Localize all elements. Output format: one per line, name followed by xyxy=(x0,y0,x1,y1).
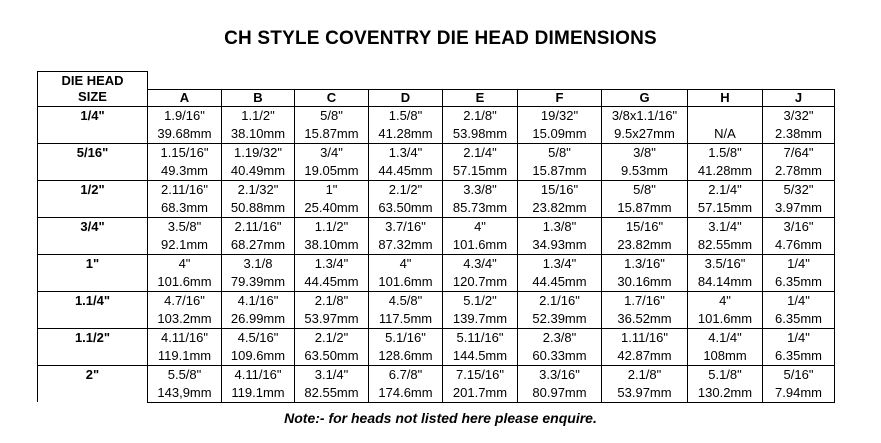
imperial-value: 5.1/2" xyxy=(443,291,518,310)
metric-value: 7.94mm xyxy=(763,384,835,403)
metric-value: 144.5mm xyxy=(443,347,518,366)
metric-value: N/A xyxy=(688,125,763,144)
metric-value: 84.14mm xyxy=(688,273,763,292)
metric-value: 109.6mm xyxy=(222,347,295,366)
imperial-value: 3.7/16" xyxy=(369,217,443,236)
table-row xyxy=(38,162,835,181)
metric-value: 143,9mm xyxy=(148,384,222,403)
table-row xyxy=(38,106,835,125)
imperial-value: 1.5/8" xyxy=(369,106,443,125)
table-row xyxy=(38,384,835,403)
imperial-value: 1.3/4" xyxy=(369,143,443,162)
metric-value: 174.6mm xyxy=(369,384,443,403)
imperial-value: 1.3/4" xyxy=(295,254,369,273)
imperial-value: 2.1/2" xyxy=(369,180,443,199)
imperial-value: 2.1/4" xyxy=(443,143,518,162)
imperial-value: 7/64" xyxy=(763,143,835,162)
metric-value: 101.6mm xyxy=(688,310,763,329)
table-row xyxy=(38,254,835,273)
imperial-value: 1.7/16" xyxy=(602,291,688,310)
imperial-value: 15/16" xyxy=(602,217,688,236)
metric-value: 38.10mm xyxy=(222,125,295,144)
imperial-value: 4.3/4" xyxy=(443,254,518,273)
size-header-line1: DIE HEAD xyxy=(61,72,124,88)
table-row xyxy=(38,180,835,199)
imperial-value: 5/8" xyxy=(602,180,688,199)
metric-value: 53.97mm xyxy=(295,310,369,329)
imperial-value: 2.1/8" xyxy=(443,106,518,125)
metric-value: 50.88mm xyxy=(222,199,295,218)
imperial-value: 1/4" xyxy=(763,254,835,273)
header-spacer xyxy=(148,72,835,90)
die-head-size: 1/4" xyxy=(38,106,148,143)
die-head-size: 1.1/4" xyxy=(38,291,148,328)
size-header xyxy=(38,72,148,107)
metric-value: 15.87mm xyxy=(295,125,369,144)
metric-value: 4.76mm xyxy=(763,236,835,255)
column-header-e: E xyxy=(443,89,518,106)
page-title: CH STYLE COVENTRY DIE HEAD DIMENSIONS xyxy=(224,28,657,49)
size-header-line2: SIZE xyxy=(78,88,107,104)
metric-value: 101.6mm xyxy=(369,273,443,292)
metric-value: 30.16mm xyxy=(602,273,688,292)
imperial-value: 2.1/16" xyxy=(518,291,602,310)
imperial-value: 3/16" xyxy=(763,217,835,236)
metric-value: 44.45mm xyxy=(518,273,602,292)
imperial-value: 2.11/16" xyxy=(148,180,222,199)
table-row xyxy=(38,365,835,384)
imperial-value: 2.1/32" xyxy=(222,180,295,199)
table-row xyxy=(38,236,835,255)
imperial-value: 3/4" xyxy=(295,143,369,162)
imperial-value: 5.5/8" xyxy=(148,365,222,384)
imperial-value: 4.1/4" xyxy=(688,328,763,347)
imperial-value: 5/16" xyxy=(763,365,835,384)
die-head-size: 1.1/2" xyxy=(38,328,148,365)
imperial-value: 2.3/8" xyxy=(518,328,602,347)
metric-value: 6.35mm xyxy=(763,347,835,366)
imperial-value: 4" xyxy=(688,291,763,310)
imperial-value: 1.9/16" xyxy=(148,106,222,125)
metric-value: 39.68mm xyxy=(148,125,222,144)
imperial-value: 2.11/16" xyxy=(222,217,295,236)
metric-value: 38.10mm xyxy=(295,236,369,255)
imperial-value: 1.1/2" xyxy=(295,217,369,236)
metric-value: 68.27mm xyxy=(222,236,295,255)
metric-value: 201.7mm xyxy=(443,384,518,403)
metric-value: 41.28mm xyxy=(688,162,763,181)
column-header-j: J xyxy=(763,89,835,106)
metric-value: 44.45mm xyxy=(295,273,369,292)
metric-value: 41.28mm xyxy=(369,125,443,144)
imperial-value: 1.3/16" xyxy=(602,254,688,273)
metric-value: 120.7mm xyxy=(443,273,518,292)
metric-value: 52.39mm xyxy=(518,310,602,329)
metric-value: 60.33mm xyxy=(518,347,602,366)
metric-value: 6.35mm xyxy=(763,273,835,292)
metric-value: 23.82mm xyxy=(602,236,688,255)
die-head-size: 1/2" xyxy=(38,180,148,217)
metric-value: 82.55mm xyxy=(688,236,763,255)
imperial-value: 5/8" xyxy=(295,106,369,125)
metric-value: 85.73mm xyxy=(443,199,518,218)
die-head-size: 1" xyxy=(38,254,148,291)
imperial-value: 1.3/8" xyxy=(518,217,602,236)
metric-value: 101.6mm xyxy=(443,236,518,255)
imperial-value: 3.1/8 xyxy=(222,254,295,273)
imperial-value: 1.11/16" xyxy=(602,328,688,347)
metric-value: 79.39mm xyxy=(222,273,295,292)
metric-value: 80.97mm xyxy=(518,384,602,403)
metric-value: 40.49mm xyxy=(222,162,295,181)
metric-value: 15.09mm xyxy=(518,125,602,144)
metric-value: 25.40mm xyxy=(295,199,369,218)
column-header-g: G xyxy=(602,89,688,106)
metric-value: 87.32mm xyxy=(369,236,443,255)
metric-value: 128.6mm xyxy=(369,347,443,366)
imperial-value: 2.1/2" xyxy=(295,328,369,347)
metric-value: 101.6mm xyxy=(148,273,222,292)
imperial-value: 1.15/16" xyxy=(148,143,222,162)
metric-value: 53.98mm xyxy=(443,125,518,144)
imperial-value: 7.15/16" xyxy=(443,365,518,384)
imperial-value: 3.5/16" xyxy=(688,254,763,273)
metric-value: 2.78mm xyxy=(763,162,835,181)
imperial-value: 2.1/8" xyxy=(602,365,688,384)
metric-value: 68.3mm xyxy=(148,199,222,218)
imperial-value: 1/4" xyxy=(763,328,835,347)
metric-value: 9.53mm xyxy=(602,162,688,181)
imperial-value: 4" xyxy=(443,217,518,236)
imperial-value xyxy=(688,106,763,125)
metric-value: 9.5x27mm xyxy=(602,125,688,144)
metric-value: 108mm xyxy=(688,347,763,366)
metric-value: 34.93mm xyxy=(518,236,602,255)
imperial-value: 4" xyxy=(369,254,443,273)
imperial-value: 5.1/8" xyxy=(688,365,763,384)
imperial-value: 3/8x1.1/16" xyxy=(602,106,688,125)
column-header-h: H xyxy=(688,89,763,106)
metric-value: 57.15mm xyxy=(443,162,518,181)
column-header-a: A xyxy=(148,89,222,106)
metric-value: 23.82mm xyxy=(518,199,602,218)
metric-value: 92.1mm xyxy=(148,236,222,255)
column-header-c: C xyxy=(295,89,369,106)
imperial-value: 5/32" xyxy=(763,180,835,199)
imperial-value: 3.5/8" xyxy=(148,217,222,236)
table-row xyxy=(38,125,835,144)
imperial-value: 2.1/8" xyxy=(295,291,369,310)
metric-value: 119.1mm xyxy=(222,384,295,403)
metric-value: 15.87mm xyxy=(518,162,602,181)
die-head-size: 5/16" xyxy=(38,143,148,180)
table-row xyxy=(38,328,835,347)
metric-value: 3.97mm xyxy=(763,199,835,218)
imperial-value: 2.1/4" xyxy=(688,180,763,199)
imperial-value: 1.5/8" xyxy=(688,143,763,162)
imperial-value: 4.11/16" xyxy=(222,365,295,384)
dimensions-table xyxy=(37,71,835,403)
die-head-size: 3/4" xyxy=(38,217,148,254)
footnote: Note:- for heads not listed here please enquire. xyxy=(284,410,597,426)
metric-value: 119.1mm xyxy=(148,347,222,366)
imperial-value: 1.19/32" xyxy=(222,143,295,162)
imperial-value: 4.1/16" xyxy=(222,291,295,310)
metric-value: 103.2mm xyxy=(148,310,222,329)
imperial-value: 6.7/8" xyxy=(369,365,443,384)
metric-value: 49.3mm xyxy=(148,162,222,181)
imperial-value: 3/32" xyxy=(763,106,835,125)
imperial-value: 1.3/4" xyxy=(518,254,602,273)
table-row xyxy=(38,199,835,218)
imperial-value: 3/8" xyxy=(602,143,688,162)
table-row xyxy=(38,310,835,329)
imperial-value: 4" xyxy=(148,254,222,273)
imperial-value: 4.5/8" xyxy=(369,291,443,310)
imperial-value: 4.11/16" xyxy=(148,328,222,347)
metric-value: 19.05mm xyxy=(295,162,369,181)
imperial-value: 3.3/16" xyxy=(518,365,602,384)
metric-value: 6.35mm xyxy=(763,310,835,329)
imperial-value: 1.1/2" xyxy=(222,106,295,125)
table-row xyxy=(38,143,835,162)
die-head-size: 2" xyxy=(38,365,148,402)
imperial-value: 3.1/4" xyxy=(688,217,763,236)
imperial-value: 3.3/8" xyxy=(443,180,518,199)
metric-value: 63.50mm xyxy=(295,347,369,366)
imperial-value: 5.1/16" xyxy=(369,328,443,347)
metric-value: 57.15mm xyxy=(688,199,763,218)
table-row xyxy=(38,273,835,292)
metric-value: 139.7mm xyxy=(443,310,518,329)
metric-value: 63.50mm xyxy=(369,199,443,218)
imperial-value: 5/8" xyxy=(518,143,602,162)
imperial-value: 1" xyxy=(295,180,369,199)
imperial-value: 15/16" xyxy=(518,180,602,199)
imperial-value: 1/4" xyxy=(763,291,835,310)
metric-value: 44.45mm xyxy=(369,162,443,181)
metric-value: 15.87mm xyxy=(602,199,688,218)
metric-value: 53.97mm xyxy=(602,384,688,403)
column-header-b: B xyxy=(222,89,295,106)
imperial-value: 19/32" xyxy=(518,106,602,125)
imperial-value: 4.5/16" xyxy=(222,328,295,347)
metric-value: 82.55mm xyxy=(295,384,369,403)
imperial-value: 3.1/4" xyxy=(295,365,369,384)
table-row xyxy=(38,347,835,366)
table-row xyxy=(38,291,835,310)
imperial-value: 4.7/16" xyxy=(148,291,222,310)
column-header-f: F xyxy=(518,89,602,106)
metric-value: 36.52mm xyxy=(602,310,688,329)
metric-value: 26.99mm xyxy=(222,310,295,329)
metric-value: 130.2mm xyxy=(688,384,763,403)
column-header-d: D xyxy=(369,89,443,106)
metric-value: 42.87mm xyxy=(602,347,688,366)
metric-value: 2.38mm xyxy=(763,125,835,144)
metric-value: 117.5mm xyxy=(369,310,443,329)
imperial-value: 5.11/16" xyxy=(443,328,518,347)
table-row xyxy=(38,217,835,236)
